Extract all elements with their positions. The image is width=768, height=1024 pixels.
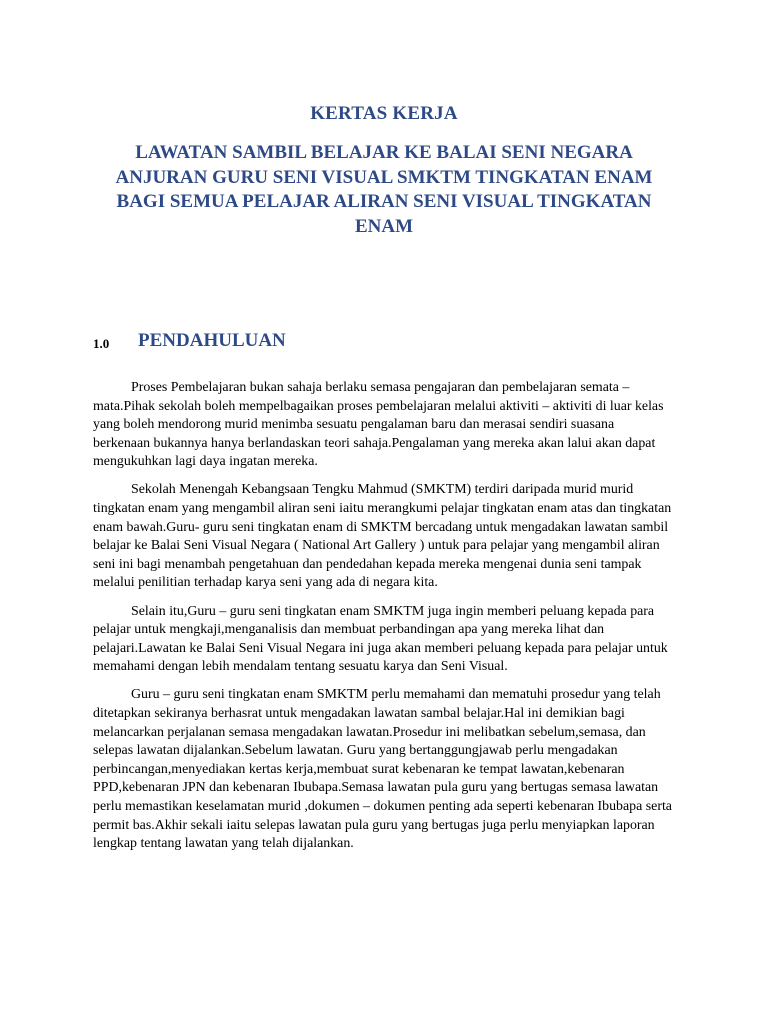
document-subtitle: LAWATAN SAMBIL BELAJAR KE BALAI SENI NEGARA ANJURAN GURU SENI VISUAL SMKTM TINGKATAN ENAM BAGI SEMUA PELAJAR ALIRAN SENI VISUAL TINGKATAN ENAM — [115, 142, 653, 237]
paragraph-1: Proses Pembelajaran bukan sahaja berlaku semasa pengajaran dan pembelajaran semata – mata.Pihak sekolah boleh mempelbagaikan proses pembelajaran melalui aktiviti – aktiviti di luar kelas yang boleh mendorong murid menimba sesuatu pengalaman baru dan merasai sendiri suasana berkenaan bukannya hanya berlandaskan teori sahaja.Pengalaman yang mereka akan lalui akan dapat mengukuhkan lagi daya ingatan mereka. — [93, 380, 664, 470]
document-title: KERTAS KERJA — [310, 103, 458, 124]
body-text — [93, 379, 673, 863]
section-title: PENDAHULUAN — [138, 330, 286, 351]
paragraph-4: Guru – guru seni tingkatan enam SMKTM perlu memahami dan mematuhi prosedur yang telah ditetapkan sekiranya berhasrat untuk mengadakan lawatan sambal belajar.Hal ini demikian bagi melancarkan perjalanan semasa mengadakan lawatan.Prosedur ini melibatkan sebelum,semasa, dan selepas lawatan dijalankan.Sebelum lawatan. Guru yang bertanggungjawab perlu mengadakan perbincangan,menyediakan kertas kerja,membuat surat kebenaran ke tempat lawatan,kebenaran PPD,kebenaran JPN dan kebenaran Ibubapa.Semasa lawatan pula guru yang bertugas semasa lawatan perlu memastikan keselamatan murid ,dokumen – dokumen penting ada seperti kebenaran Ibubapa serta permit bas.Akhir sekali iaitu selepas lawatan pula guru yang bertugas juga perlu menyiapkan laporan lengkap tentang lawatan yang telah dijalankan. — [93, 687, 672, 852]
paragraph-2: Sekolah Menengah Kebangsaan Tengku Mahmud (SMKTM) terdiri daripada murid murid tingkatan enam yang mengambil aliran seni iaitu merangkumi pelajar tingkatan enam atas dan tingkatan enam bawah.Guru- guru seni tingkatan enam di SMKTM bercadang untuk mengadakan lawatan sambil belajar ke Balai Seni Visual Negara ( National Art Gallery ) untuk para pelajar yang mengambil aliran seni ini bagi menambah pengetahuan dan pendedahan kepada mereka mengenai dunia seni tampak melalui penilitian terhadap karya seni yang ada di negara kita. — [93, 482, 672, 591]
section-number: 1.0 — [93, 336, 110, 351]
paragraph-3: Selain itu,Guru – guru seni tingkatan enam SMKTM juga ingin memberi peluang kepada para pelajar untuk mengkaji,menganalisis dan membuat perbandingan apa yang mereka lihat dan pelajari.Lawatan ke Balai Seni Visual Negara ini juga akan memberi peluang kepada para pelajar untuk memahami dengan lebih mendalam tentang sesuatu karya dan Seni Visual. — [93, 603, 668, 675]
